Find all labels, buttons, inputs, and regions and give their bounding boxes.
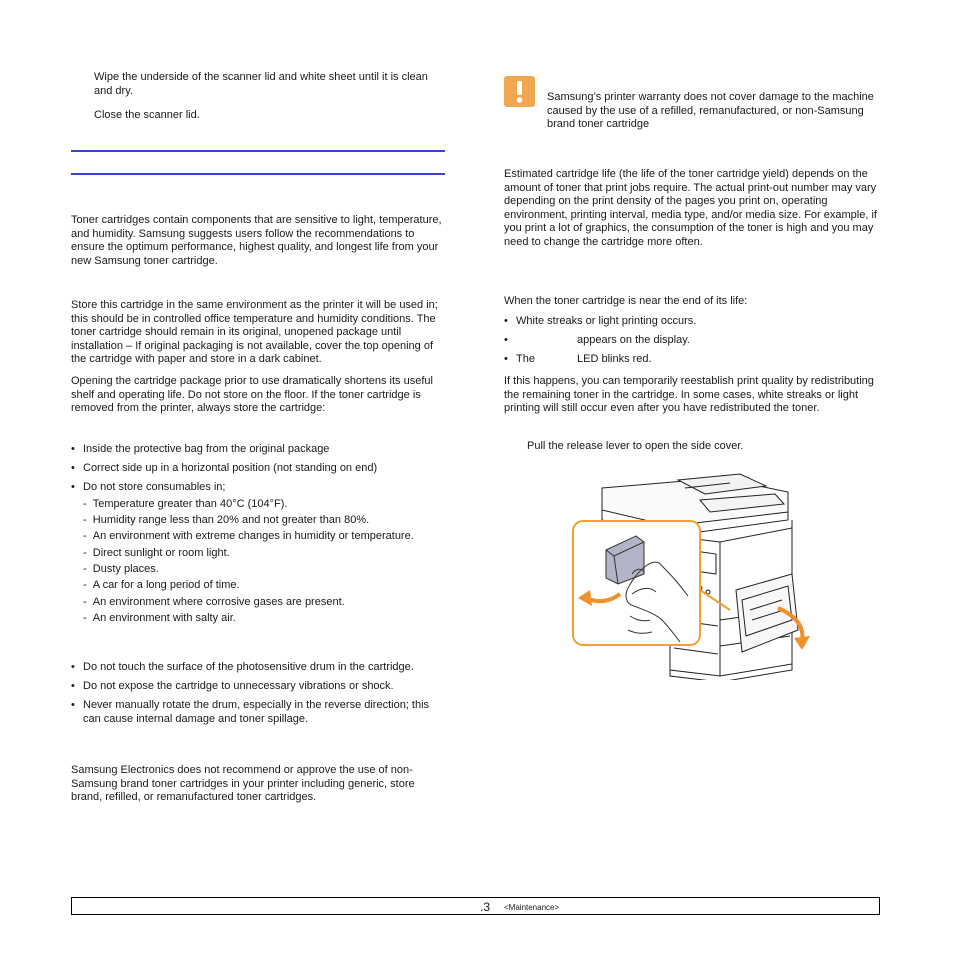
- printer-side-cover-illustration: [570, 470, 815, 680]
- store-dash-item: - Humidity range less than 20% and not greater than 80%.: [83, 514, 370, 526]
- caution-icon: [504, 76, 535, 107]
- step-close: Close the scanner lid.: [94, 109, 200, 121]
- step-pull-lever: Pull the release lever to open the side cover.: [527, 440, 744, 452]
- handling-bullet: • Never manually rotate the drum, especially in the reverse direction; this can cause internal damage and toner spillage.: [71, 699, 430, 725]
- non-samsung-paragraph: Samsung Electronics does not recommend or approve the use of non-Samsung brand toner cartridges in your printer including generic, store brand, refilled, or remanufactured toner cartridges.: [71, 764, 415, 804]
- heading-rule-top: [71, 150, 445, 152]
- step-wipe: Wipe the underside of the scanner lid and white sheet until it is clean and dry.: [94, 71, 428, 97]
- page-footer: [71, 897, 880, 915]
- near-end-text: When the toner cartridge is near the end of its life:: [504, 295, 748, 307]
- heading-rule-bottom: [71, 173, 445, 175]
- section-label: <Maintenance>: [504, 903, 560, 912]
- page-number: .3: [480, 900, 491, 914]
- cartridge-life-paragraph: Estimated cartridge life (the life of the toner cartridge yield) depends on the amount of toner that print jobs require. The actual print-out number may vary depending on the print density of the pages you print on, operating environment, printing interval, media type, and/or media size. For example, if you print a lot of graphics, the consumption of the toner is high and you may need to change the cartridge more often.: [504, 168, 877, 248]
- store-dash-item: - Dusty places.: [83, 563, 159, 575]
- store-dash-item: - A car for a long period of time.: [83, 579, 240, 591]
- redistribute-paragraph: If this happens, you can temporarily reestablish print quality by redistributing the remaining toner in the cartridge. In some cases, white streaks or light printing will still occur even after you have redistributed the toner.: [504, 375, 874, 415]
- storage-paragraph-1: Store this cartridge in the same environment as the printer it will be used in; this should be in controlled office temperature and humidity conditions. The toner cartridge should remain in its original, unopened package until installation – If original packaging is not available, cover the top opening of the cartridge with paper and store in a dark cabinet.: [71, 299, 438, 366]
- store-dash-item: - Temperature greater than 40°C (104°F).: [83, 498, 288, 510]
- store-dash-item: - Direct sunlight or room light.: [83, 547, 230, 559]
- store-dash-item: - An environment with extreme changes in humidity or temperature.: [83, 530, 414, 542]
- store-dash-item: - An environment where corrosive gases are present.: [83, 596, 345, 608]
- store-dash-item: - An environment with salty air.: [83, 612, 236, 624]
- storage-paragraph-2: Opening the cartridge package prior to use dramatically shortens its useful shelf and operating life. Do not store on the floor. If the toner cartridge is removed from the printer, always store the cartridge:: [71, 375, 433, 415]
- intro-paragraph: Toner cartridges contain components that are sensitive to light, temperature, and humidity. Samsung suggests users follow the recommendations to ensure the optimum performance, highest quality, and longest life from your new Samsung toner cartridge.: [71, 214, 442, 267]
- exclamation-icon: [504, 76, 535, 107]
- caution-text: Samsung’s printer warranty does not cover damage to the machine caused by the use of a refilled, remanufactured, or non-Samsung brand toner cartridge: [547, 91, 874, 131]
